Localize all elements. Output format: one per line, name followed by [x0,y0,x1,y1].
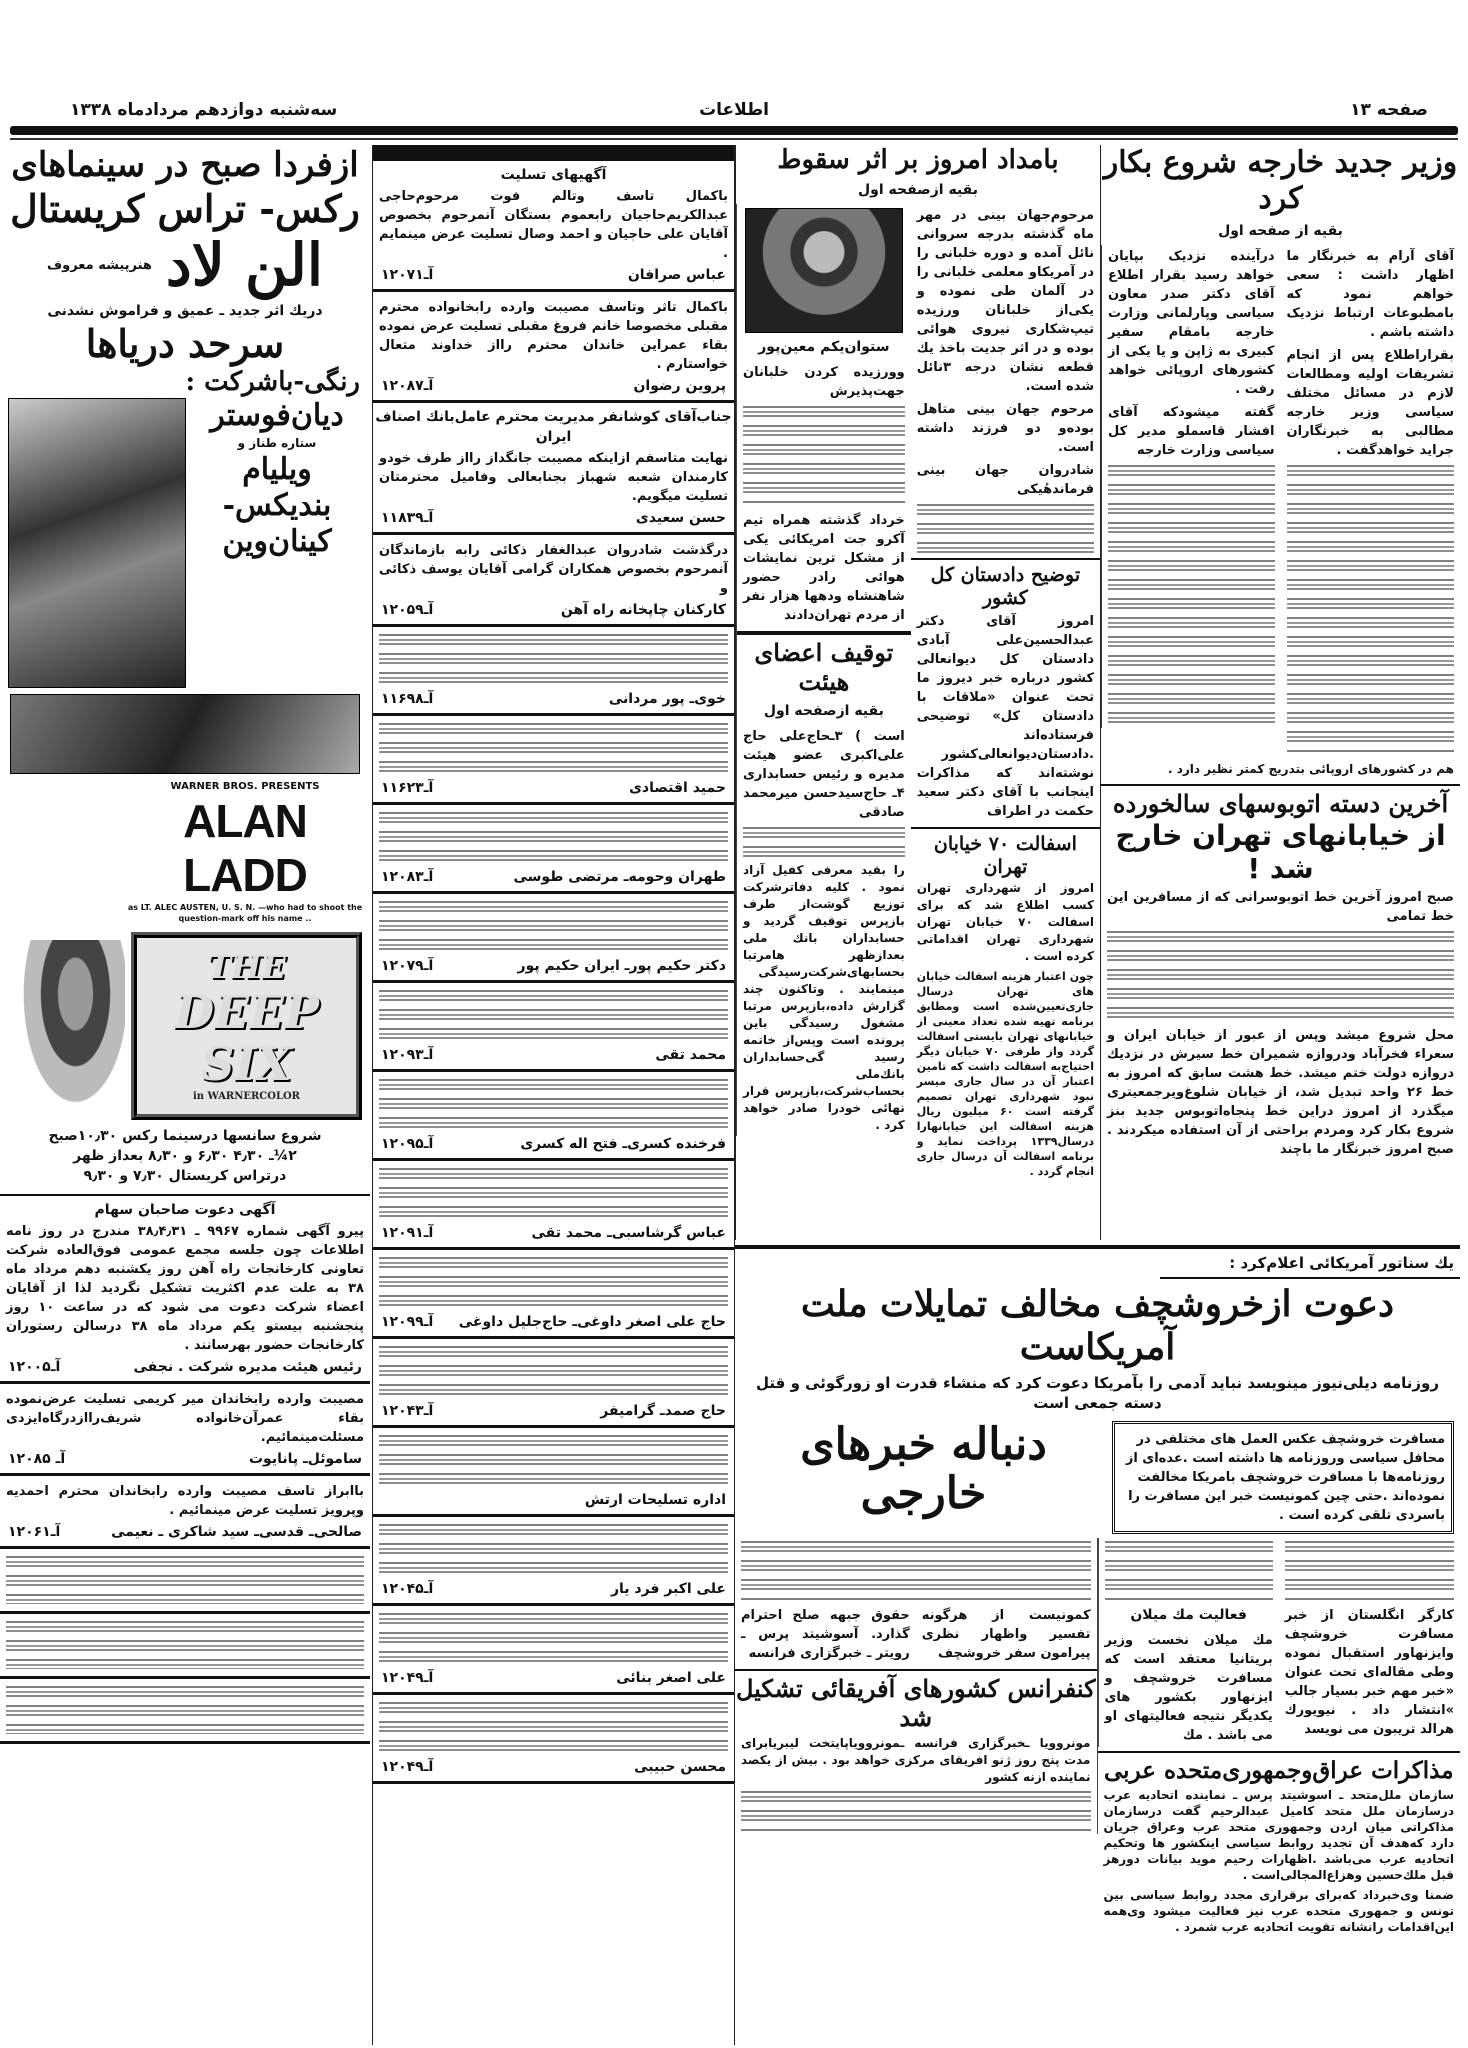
notice-signature-row [373,1668,734,1688]
notice-code: آـ۱۱۸۳۹ [381,510,434,526]
paragraph: وورزیده کردن خلبانان جهت‌پذیرش [743,365,905,400]
text-block [917,504,1094,554]
paragraph: درآینده نزدیک بپایان خواهد رسید بقرار اطلاع آقای دکتر صدر معاون سیاسی وپارلمانی وزارت خارجه بامقام سفیر کبیری به ژاپن و یا یکی از کشورهای اروپائی خواهد رفت . [1108,249,1275,397]
divider [1101,784,1460,786]
arrest-headline: توقیف اعضای هیئت [754,638,894,696]
notice-code: آـ۱۲۰۴۳ [381,1403,434,1419]
text-block [1108,465,1275,725]
notice-signature-row [373,1401,734,1421]
paragraph: است ) ۳ـحاج‌علی حاج علی‌اکبری عضو هیئت مدیره و رئیس حسابداری ۴ـ حاج‌سیدحسن میرمحمد صادقی [743,728,905,820]
notice-signature-row [373,1757,734,1777]
notice-signature: علی اکبر فرد یار [610,1581,726,1597]
notice-code: آـ۱۲۰۹۵ [381,1136,434,1152]
paragraph: بقراراطلاع پس از انجام تشریفات اولیه ومطالعات لازم در مسائل مختلف سیاسی وزیر خارجه مطالبی به خبرنگاران جراید خواهدگفت . [1286,348,1454,458]
article-headline: بامداد امروز بر اثر سقوط [777,145,1059,175]
notice-code: آـ۱۲۰۰۵ [8,1358,61,1375]
notice-signature-row [373,778,734,798]
notice-signature-row [373,1045,734,1065]
condolence-notice [373,1250,734,1339]
text-block [379,990,728,1042]
condolence-notice [373,1695,734,1784]
divider [737,631,911,635]
paragraph: شادروان جهان بینی فرماندهٔیکی [916,463,1094,498]
foreign-news-logo: دنباله خبرهای خارجی [800,1419,1047,1519]
issue-date: سه‌شنبه دوازدهم مردادماه ۱۳۳۸ [70,100,338,120]
ad-line: ستاره طناز و [237,435,317,450]
couple-illustration [15,940,125,1120]
paragraph: امروز آقای دکتر عبدالحسین‌علی آبادی دادستان کل دیوانعالی کشور درباره خبر دیروز ما تحت عنوان «ملاقات با دادستان کل» توضیحی فرستاده‌اند .دادستان‌دیوانعالی‌کشور نوشته‌اند که مذاکرات اینجانب با آقای دکتر سعید حکمت در اطراف [916,613,1094,819]
notice-text: باابراز تاسف مصیبت وارده رابخاندان محترم احمدیه وپرویز تسلیت عرض مینمائیم . [6,1483,364,1518]
paragraph: خرداد گذشته همراه تیم آکرو جت امریکائی یکی از مشکل ترین نمایشات هوائی رادر حضور شاهنشاه ودهها هزار نفر از مردم تهران‌دادند [743,513,905,624]
notice-signature-row [373,1134,734,1154]
notice-signature: صالحی‌ـ قدسی‌ـ سید شاکری ـ نعیمی [111,1523,362,1540]
ad-line: رنگی-باشرکت : [185,366,360,397]
text-block [379,1435,728,1487]
divider [911,827,1100,829]
ad-role: as LT. ALEC AUSTEN, U. S. N. —who had to shoot the question-mark off his name .. [127,902,363,923]
header-rule-thin [10,138,1458,140]
notice-code: آـ۱۲۰۹۱ [381,1225,434,1241]
notice-code: آـ۱۱۶۲۳ [381,780,434,796]
ad-line: ازفردا صبح در سینماهای [11,145,359,185]
summary-box: مسافرت خروشچف عکس العمل های مختلفی در محافل سیاسی وروزنامه ها داشته است .عده‌ای از روزنامه‌ها با مسافرت خروشچف بامریکا مخالفت نموده‌اند .حتی چین کمونیست خبر این مسافرت را باسردی تلقی کرده است . [1112,1421,1454,1534]
notice-signature-row [373,956,734,976]
notice-signature-row [0,1522,370,1542]
paragraph: گفته میشودکه آقای افشار قاسملو مدیر کل سیاسی وزارت خارجه [1108,405,1275,458]
attorney-headline: توضیح دادستان کل کشور [930,564,1081,609]
bus-headline-2: از خیابانهای تهران خارج شد ! [1115,818,1446,886]
notice-code: آـ۱۲۰۵۹ [381,602,434,618]
ad-line: ویلیام [242,451,312,487]
notice-signature: پروین رضوان [633,378,726,394]
left-notices [0,1194,370,1744]
film-title-word: DEEP [174,984,319,1039]
notice-code: آـ۱۲۰۴۹ [381,1759,434,1775]
condolence-notice [373,983,734,1072]
foreign-minister-article [1100,145,1460,1240]
notice-title: آگهی دعوت صاحبان سهام [94,1201,276,1218]
condolence-notice [373,1161,734,1250]
text-block [1285,1541,1454,1601]
movie-advertisement [0,145,370,1186]
condolence-notice [373,1517,734,1606]
condolence-notice [373,1072,734,1161]
notice-signature: اداره تسلیحات ارتش [584,1492,726,1508]
notice-signature: محسن حبیبی [634,1759,726,1775]
paragraph: محل شروع میشد وپس از عبور از خیابان ایران و سعراء فخرآباد ودروازه شمیران خط سیرش در نزدیك دروازه دولت ختم میشد. خط هشت سابق که امروز به خط ۲۶ واحد تبدیل شد، از خیابان شلوغ‌ویرجمعیتری میگذرد از امروز دراین خط پنجاه‌اتوبوس جدید بنز شروع بکار کرد ومردم براحتی از آن استفاده میکردند . صبح امروز خبرنگار ما باچند [1107,1027,1454,1157]
text-block [379,1346,728,1398]
divider [735,1669,1097,1671]
paragraph: سازمان ملل‌متحد ـ اسوشیتد پرس ـ نماینده اتحادیه عرب درسازمان ملل متحد کامیل عبدالرحیم گفت درسازمان مذاکراتی میان اردن وجمهوری متحد عرب وعراق جریان دارد که‌هدف آن تجدید روابط سیاسی اینکشور ها وتحکیم اتحادیه عرب می‌باشد .اظهارات رحیم موید بیانات دورهز قبل ملك‌حسین وهزاع‌المجالی‌است . [1103,1787,1454,1882]
newspaper-name: اطلاعات [699,100,769,120]
film-title-word: SIX [201,1036,292,1091]
notice-signature: علی اصغر بنائی [616,1670,726,1686]
text-block [1105,1541,1273,1601]
condolence-notice [373,1606,734,1695]
text-block [6,1686,364,1734]
notice-code: آـ۱۱۶۹۸ [381,691,434,707]
article-subheadline: روزنامه دیلی‌نیوز مینویسد نباید آدمی را بآمریکا دعوت کرد که منشاء قدرت او زورگوئی و قتل دسته جمعی است [756,1374,1439,1413]
notice-code: آـ۱۲۰۹۳ [381,1047,434,1063]
notice-code: آـ۱۲۰۷۱ [381,267,434,283]
paragraph: حقوق جبهه صلح احترام گذارد. آسوشیتد پرس ـ رویتر ـ خبرگزاری فرانسه [741,1608,910,1662]
paragraph: چون اعتبار هزینه اسفالت خیابان های تهران درسال جاری‌تعیین‌شده است ومطابق برنامه تهیه شده تعداد معینی از خیابانهای تهران بایستی اسفالت گردد واز طرفی ۷۰ خیابان دیگر احتیاج‌به اسفالت داشت که تامین اعتبار آن در سال جاری میسر نبود شهرداری تهران تصمیم گرفته است ۶۰ میلیون ریال هزینه اسفالت این خیابانهارا درسال۱۳۳۹ پرداخت نماید و برنامه اسفالت آن درسال جاری انجام گردد . [916,970,1095,1179]
condolence-notice [373,627,734,716]
header-rule [10,126,1458,135]
ad-cinemas: رکس- تراس کریستال [10,185,360,231]
column-bar [373,145,734,161]
condolence-notice [373,716,734,805]
notice-title: آگهیهای تسلیت [500,167,607,183]
ad-line: دیان‌فوستر [210,397,344,433]
ad-line: هنرپیشه معروف [47,258,152,274]
notice-signature-row [0,1357,370,1377]
condolence-notice [373,535,734,627]
paragraph: آقای آرام به خبرنگار ما اظهار داشت : سعی خواهم نمود که بامطبوعات ارتباط نزدیک داشته باشم . [1286,249,1454,340]
continued-label: بقیه ازصفحه اول [763,702,884,719]
paragraph: صبح امروز آخرین خط اتوبوسرانی که از مسافرین این خط تمامی [1107,889,1454,924]
notice-signature-row [373,376,734,396]
condolence-notice [0,1476,370,1549]
paragraph: مرحوم جهان بینی متاهل بوده‌و دو فرزند داشته است. [916,402,1094,456]
condolence-notice [373,292,734,403]
text-block [6,1556,364,1604]
condolence-notice [373,1428,734,1517]
notice-signature-row [373,1312,734,1332]
macmillan-subhead: فعالیت مك میلان [1130,1607,1247,1624]
paragraph: مرحوم‌جهان بینی در مهر ماه گذشته بدرجه سروانی نائل آمده و دوره خلبانی را در آمریکاو معلمی خلبانی را در آلمان طی نموده و یکی‌از خلبانان ورزیده تیپ‌شکاری نیروی هوائی بوده و در اثر جدیت باخذ یك قطعه نشان درجه ۳نائل شده است. [916,208,1094,395]
page-number: صفحه ۱۳ [1350,100,1428,120]
notice-signature: طهران وحومه‌ـ مرتضی طوسی [513,869,726,885]
condolence-notice [373,894,734,983]
notice-signature: عباس گرشاسبی‌ـ محمد تقی [531,1225,726,1241]
khrushchev-article [735,1245,1460,2045]
notice-signature: دکتر حکیم پورـ ایران حکیم پور [517,958,726,974]
ad-illustration-lower [10,694,360,774]
asphalt-headline: اسفالت ۷۰ خیابان تهران [933,832,1077,878]
notice-signature: محمد تقی [655,1047,726,1063]
article-headline: دعوت ازخروشچف مخالف تمایلات ملت آمریکاست [800,1283,1395,1369]
divider [911,558,1100,560]
notice-signature-row [373,508,734,528]
condolence-notice [0,1549,370,1614]
ad-presents: WARNER BROS. PRESENTS [170,780,320,792]
condolence-notice [0,1384,370,1476]
crash-article [735,145,1100,1240]
ad-star-english: ALAN LADD [183,794,307,901]
notice-code: آـ ۱۲۰۸۵ [8,1450,66,1467]
continued-label: بقیه از صفحه اول [1218,223,1343,239]
notice-signature-row [0,1449,370,1469]
notice-code: آـ۱۲۰۹۹ [381,1314,434,1330]
bus-headline-1: آخرین دسته اتوبوسهای سالخورده [1112,789,1449,818]
notice-code: آـ۱۲۰۴۵ [381,1581,434,1597]
notice-signature: خوی‌ـ پور مردانی [608,691,726,707]
text-block [379,723,728,775]
text-block [379,1257,728,1309]
iraq-headline: مذاکرات عراق‌وجمهوری‌متحده عربی [1103,1757,1454,1785]
condolence-notice [373,161,734,292]
condolence-notice [0,1679,370,1744]
condolence-list [373,161,734,1784]
paragraph: کارگر انگلستان از خبر مسافرت خروشچف وایزنهاور استقبال نموده وطی مقاله‌ای تحت عنوان «خبر مهم خبر بسیار جالب »انتشار داد . نیویورك هرالد تریبون می نویسد [1284,1608,1454,1738]
text-block [741,1541,1091,1601]
notice-text: مصیبت وارده رابخاندان میر کریمی تسلیت عرض‌نموده بقاء عمرآن‌خانواده شریف‌رااز‌درگاه‌ایزدی مسئلت‌مینمائیم. [6,1391,364,1445]
notice-signature-row [373,1490,734,1510]
notice-list [0,1196,370,1744]
ad-line: دریك اثر جدید ـ عمیق و فراموش نشدنی [47,302,323,319]
text-block [743,827,905,857]
notice-code: آـ۱۲۰۸۷ [381,378,434,394]
text-block [379,812,728,864]
showtimes: ۲¼ـ ۴٫۳۰ ۶٫۳۰ و ۸٫۳۰ بعداز ظهر [73,1147,297,1164]
notice-signature: رئیس هیئت مدیره شرکت . نجفی [133,1358,362,1375]
notice-code: آـ۱۲۰۴۹ [381,1670,434,1686]
notice-signature-row [373,689,734,709]
africa-headline: کنفرانس کشورهای آفریقائی تشکیل شد [735,1674,1096,1733]
text-block [379,1079,728,1131]
paragraph: مك میلان نخست وزیر بریتانیا معتقد است که مسافرت خروشچف و ایزنهاور بکشور های یکدیگر نتیجه فعالیتهای او می باشد . مك [1104,1633,1273,1744]
notice-signature: حسن سعیدی [635,510,726,526]
text-block [1107,931,1454,1021]
notice-signature: حمید اقتصادی [629,780,726,796]
film-title-word: THE [207,947,286,986]
notice-text: درگذشت شادروان عبدالغفار ذکائی رابه بازماندگان آنمرحوم بخصوص همکاران گرامی آقایان یوسف ذکائی و [379,543,728,596]
condolence-notice [0,1196,370,1384]
paragraph: امروز از شهرداری تهران کسب اطلاع شد که برای اسفالت ۷۰ خیابان تهران شهرداری تهران اقداماتی کرده است . [916,881,1094,964]
text-block [6,1621,364,1669]
condolence-column [372,145,735,2045]
text-block [379,1168,728,1220]
notice-text: نهایت متاسفم ازاینکه مصیبت جانگداز رااز طرف خودو کارمندان شعبه شهباز بجنابعالی وفامیل محترمتان تسلیت میگویم. [379,451,728,504]
text-block [743,406,905,506]
showtimes: درتراس کریستال ۷٫۳۰ و ۹٫۳۰ [83,1167,287,1184]
notice-signature: حاج صمد‌ـ گرامیفر [600,1403,726,1419]
kicker: یك سناتور آمریکائی اعلام‌کرد : [1160,1249,1460,1279]
condolence-notice [373,805,734,894]
ad-film-title: سرحد دریاها [85,320,285,366]
paragraph: هم در کشورهای اروپائی بتدریج کمتر نظیر دارد . [1167,762,1454,776]
left-column [0,145,370,1744]
warnercolor-label: in WARNERCOLOR [192,1090,300,1102]
divider [1098,1751,1461,1753]
pilot-photo [745,208,903,333]
photo-caption: ستوان‌یکم معین‌پور [758,339,890,356]
article-headline: وزیر جدید خارجه شروع بکار کرد [1103,145,1458,216]
notice-signature: حاج علی اصغر داوغی‌ـ حاج‌جلیل داوغی [458,1314,726,1330]
condolence-notice [373,1339,734,1428]
notice-text: باکمال تاثر وتاسف مصیبت وارده رابخانواده محترم مقبلی مخصوصا خانم فروغ مقبلی تسلیت عرض نموده بقاء عمراین خاندان محترم رااز خداوند متعال خواستارم . [379,300,728,372]
showtimes: شروع سانسها درسینما رکس ۱۰٫۳۰صبح [48,1127,322,1144]
notice-signature-row [373,1579,734,1599]
notice-code: آـ۱۲۰۶۱ [8,1523,61,1540]
notice-code: آـ۱۲۰۸۳ [381,869,434,885]
notice-text: باکمال تاسف وتالم فوت مرحوم‌حاجی عبدالکریم‌حاجیان رابعموم بستگان آنمرحوم بخصوص آقایان علی حاجیان و احمد وصال تسلیت عرض مینمایم . [379,189,728,261]
notice-signature-row [373,600,734,620]
text-block [379,634,728,686]
condolence-notice [0,1614,370,1679]
notice-signature: ساموئل‌ـ پانایوت [248,1450,362,1467]
text-block [1287,465,1455,755]
notice-signature: کارکنان چاپخانه راه آهن [560,602,726,618]
notice-title: جناب‌آقای کوشانفر مدیریت محترم عامل‌بانك اصناف ایران [375,409,732,445]
paragraph: را بقید معرفی کفیل آزاد نمود . کلیه دفاترشرکت توزیع گوشت‌از طرف بازپرس توقیف گردید و حسابداران بانك ملی بعدازظهر هامرتبا بحسابهای‌شرکت‌رسیدگی مینمایند . وتاکنون چند گزارش داده،بازپرس مرتبا مشغول رسیدگی باین پرونده است وپس‌از خاتمه رسید گی‌حسابداران بانك‌ملی بحساب‌شرکت،بازپرس قرار نهائی خودرا صادر خواهد کرد . [743,862,905,1132]
condolence-notice [373,403,734,535]
paragraph: ضمنا وی‌خبرداد که‌برای برقراری مجدد روابط سیاسی بین تونس و جمهوری متحده عرب نیز فعالیت میشود وی‌همه این‌اقدامات رانشانه تقویت اتحادیه عرب شمرد . [1103,1887,1454,1934]
text-block [379,901,728,953]
notice-signature-row [373,1223,734,1243]
notice-signature-row [373,867,734,887]
ad-line: کینان‌وین [222,523,332,559]
ad-line: بندیکس- [222,487,332,523]
ad-illustration [8,398,186,688]
notice-signature-row [373,265,734,285]
notice-code: آـ۱۲۰۷۹ [381,958,434,974]
continued-label: بقیه ازصفحه اول [858,182,978,199]
paragraph: مونروویا ـخبرگزاری فرانسه ـمونروویاپایتخت لیبریابرای مدت پنج روز ژنو افریقای مرکزی خواهد بود . بیش از یکصد نماینده ازنه کشور [741,1735,1091,1784]
text-block [741,1791,1091,1831]
text-block [379,1702,728,1754]
paragraph: کمونیست از هرگونه تفسیر واظهار نظری پیرامون سفر خروشچف [921,1608,1091,1662]
notice-signature: عباس صرافان [627,267,726,283]
notice-text: پیرو آگهی شماره ۹۹۶۷ ـ ۳۸٫۴٫۳۱ مندرج در روز نامه اطلاعات چون جلسه مجمع عمومی فوق‌العاده شرکت تعاونی کارخانجات راه آهن روز یکشنبه دهم مرداد ماه ۳۸ به علت عدم اکثریت تشکیل نگردید لذا از آقایان اعضاء شرکت دعوت می شود که در ساعت ۱۰ روز پنجشنبه بیستو یکم مرداد ماه ۳۸ درسالن رستوران کارخانجات حضور بهرسانند . [6,1223,364,1353]
notice-signature: فرخنده کسری‌ـ فتح اله کسری [520,1136,726,1152]
deep-six-title-box [131,932,362,1120]
text-block [379,1524,728,1576]
text-block [379,1613,728,1665]
ad-star-name: الن لاد [165,231,323,300]
